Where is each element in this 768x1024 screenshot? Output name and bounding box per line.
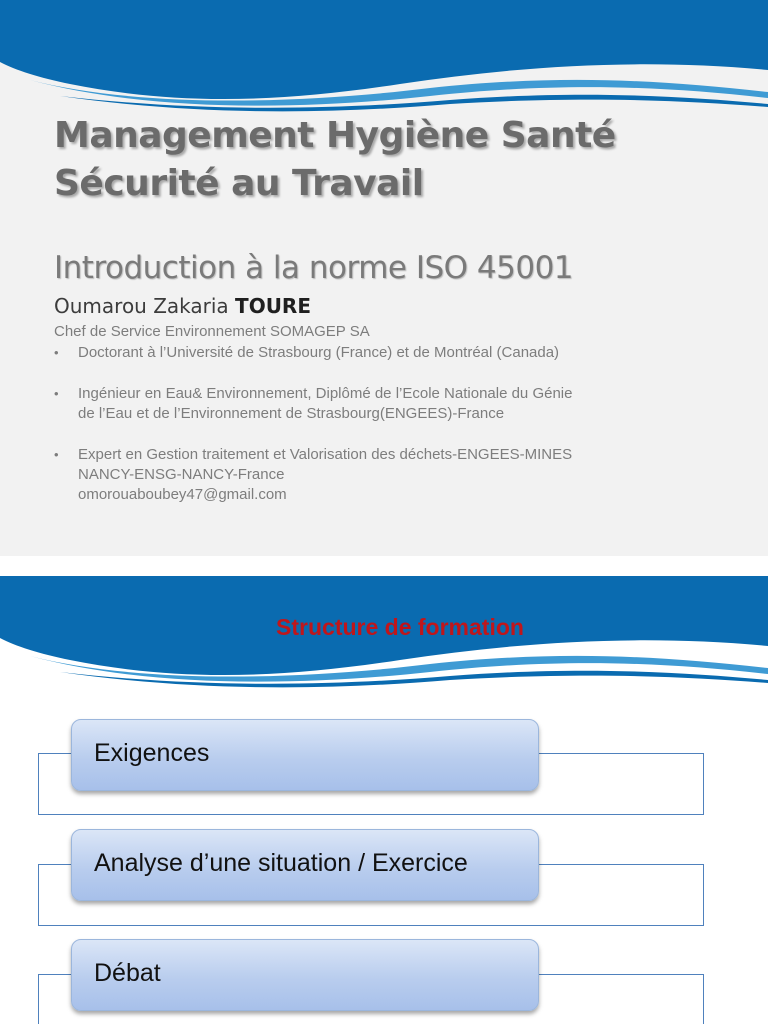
- wave-header-decoration: [0, 0, 768, 120]
- slide-separator: [0, 556, 768, 576]
- credential-line: • Expert en Gestion traitement et Valorisation des déchets-ENGEES-MINES: [78, 446, 573, 463]
- credential-line: de l’Eau et de l’Environnement de Strasbourg(ENGEES)-France: [78, 405, 505, 422]
- credentials-list: [54, 343, 714, 526]
- author-email: omorouaboubey47@gmail.com: [78, 486, 287, 503]
- author-first-name: Oumarou Zakaria: [54, 294, 229, 318]
- step-exigences: Exigences: [71, 719, 539, 791]
- author-last-name: TOURE: [235, 294, 311, 318]
- step-analyse-exercice: Analyse d’une situation / Exercice: [71, 829, 539, 901]
- credential-line: NANCY-ENSG-NANCY-France: [78, 466, 285, 483]
- author-name: [54, 292, 754, 320]
- credential-line: • Doctorant à l’Université de Strasbourg (France) et de Montréal (Canada): [78, 344, 560, 361]
- credential-item: [54, 384, 714, 424]
- credential-line: • Ingénieur en Eau& Environnement, Diplômé de l’Ecole Nationale du Génie: [78, 385, 573, 402]
- slide-subtitle: Introduction à la norme ISO 45001: [54, 250, 574, 286]
- author-role: Chef de Service Environnement SOMAGEP SA: [54, 323, 370, 340]
- slide-title: [54, 112, 754, 208]
- credential-item: [54, 445, 714, 505]
- structure-slide: [0, 576, 768, 1024]
- structure-title: Structure de formation: [276, 614, 524, 640]
- step-debat: Débat: [71, 939, 539, 1011]
- slide-title-line-1: Management Hygiène Santé: [54, 115, 616, 156]
- credential-item: [54, 343, 714, 363]
- slide-title-line-2: Sécurité au Travail: [54, 163, 424, 204]
